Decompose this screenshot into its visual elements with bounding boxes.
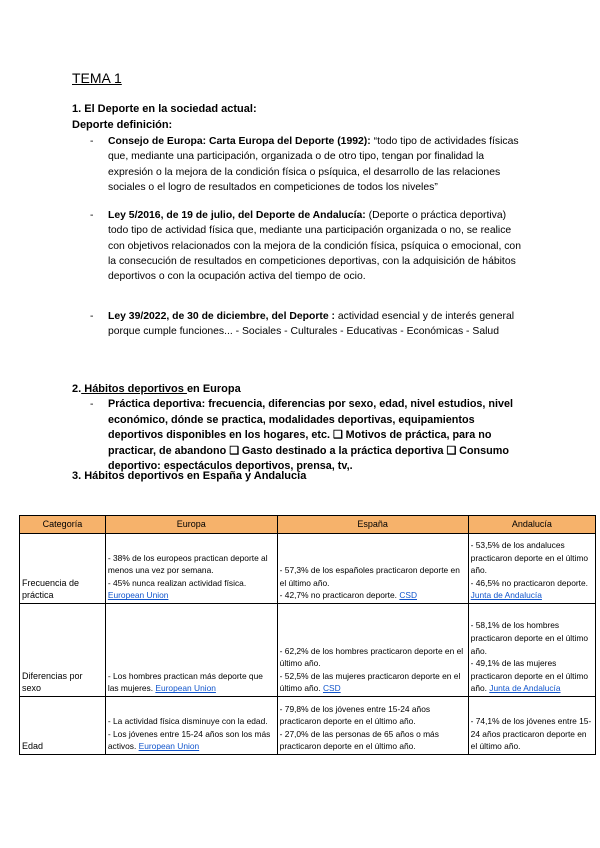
section2-rest: en Europa — [186, 383, 241, 395]
table-header: Europa — [105, 516, 277, 534]
table-cell-espana — [277, 604, 468, 697]
definition-ley-andalucia — [108, 208, 528, 284]
cell-text: - 38% de los europeos practican deporte al menos una vez por semana. - 45% nunca realizan actividad física. — [107, 552, 268, 588]
bullet-dash: - — [90, 210, 94, 221]
section3-heading: 3. Hábitos deportivos en España y Andalucía — [72, 470, 307, 482]
source-link[interactable]: European Union — [155, 683, 216, 694]
page-title: TEMA 1 — [72, 70, 122, 86]
source-link[interactable]: European Union — [107, 590, 169, 601]
definition-source: Ley 5/2016, de 19 de julio, del Deporte de Andalucía: — [108, 210, 366, 221]
definition-ley-deporte — [108, 309, 528, 340]
definition-source: Ley 39/2022, de 30 de diciembre, del Deporte : — [108, 311, 335, 322]
cell-text: - 74,1% de los jóvenes entre 15-24 años practicaron deporte en el último año. — [470, 716, 592, 752]
definition-source: Consejo de Europa: Carta Europa del Deporte (1992): — [108, 136, 371, 147]
table-cell-europa — [105, 697, 277, 755]
definition-text: “todo tipo de actividades físicas que, mediante una participación, organizada o de otro tipo, tengan por finalidad la expresión o la mejora de la condición física o psíquica, el desarrollo de las relaciones sociales o el logro de resultados en competiciones de todos los niveles” — [108, 136, 519, 193]
bullet-dash: - — [90, 136, 94, 147]
cell-text: - 62,2% de los hombres practicaron deporte en el último año. - 52,5% de las mujeres practicaron deporte en el último año. — [279, 645, 464, 694]
section1-heading: 1. El Deporte en la sociedad actual: — [72, 103, 257, 115]
definition-consejo-europa — [108, 134, 528, 195]
table-cell-andalucia — [468, 697, 595, 755]
table-cell-category: Edad — [20, 697, 106, 755]
source-link[interactable]: Junta de Andalucía — [489, 683, 561, 694]
section2-heading — [72, 383, 241, 395]
table-header: Andalucía — [468, 516, 595, 534]
cell-text: - 58,1% de los hombres practicaron deporte en el último año. - 49,1% de las mujeres practicaron deporte en el último año. — [470, 620, 588, 694]
table-cell-europa — [105, 604, 277, 697]
section2-link[interactable]: Hábitos deportivos — [81, 383, 187, 395]
cell-text: - 79,8% de los jóvenes entre 15-24 años practicaron deporte en el último año. - 27,0% de las personas de 65 años o más practicaron deporte en el último año. — [279, 703, 439, 752]
table-header: Categoría — [20, 516, 106, 534]
table-header: España — [277, 516, 468, 534]
cell-text: - 53,5% de los andaluces practicaron deporte en el último año. - 46,5% no practicaron deporte. — [470, 540, 588, 588]
table-cell-andalucia — [468, 604, 595, 697]
source-link[interactable]: CSD — [399, 590, 418, 601]
section1-subheading: Deporte definición: — [72, 119, 173, 131]
table-cell-espana — [277, 534, 468, 604]
bullet-dash: - — [90, 399, 94, 410]
table-cell-europa — [105, 534, 277, 604]
cell-text: - Los hombres practican más deporte que las mujeres. — [107, 670, 263, 694]
cell-text: - La actividad física disminuye con la edad. - Los jóvenes entre 15-24 años son los más activos. — [107, 716, 271, 752]
table-header-row — [20, 516, 596, 534]
table-row — [20, 697, 596, 755]
source-link[interactable]: Junta de Andalucía — [470, 590, 542, 601]
table-cell-espana — [277, 697, 468, 755]
section2-item: Práctica deportiva: frecuencia, diferencias por sexo, edad, nivel estudios, nivel económico, dónde se practica, modalidades deportivas, equipamientos deportivos disponibles en los hogares, etc. ❑ Motivos de práctica, para no practicar, de abandono ❑ Gasto destinado a la práctica deportiva ❑ Consumo deportivo: espectáculos deportivos, prensa, tv,. — [108, 398, 514, 472]
cell-text: - 57,3% de los españoles practicaron deporte en el último año. - 42,7% no practicaron deporte. — [279, 565, 460, 601]
bullet-dash: - — [90, 311, 94, 322]
table-cell-category: Diferencias por sexo — [20, 604, 106, 697]
table-cell-category: Frecuencia de práctica — [20, 534, 106, 604]
habits-table — [19, 515, 596, 755]
definition-text: actividad esencial y de interés general porque cumple funciones... - Sociales - Culturales - Educativas - Económicas - Salud — [108, 311, 515, 338]
section2-number: 2. — [72, 383, 82, 395]
table-row — [20, 534, 596, 604]
table-row — [20, 604, 596, 697]
source-link[interactable]: CSD — [322, 683, 341, 694]
definition-text: (Deporte o práctica deportiva) todo tipo de actividad física que, mediante una participación organizada o no, se realice con objetivos relacionados con la mejora de la condición física, psíquica o emocional, con la consecución de resultados en competiciones deportivas, con la adquisición de hábitos deportivos o con la ocupación activa del tiempo de ocio. — [108, 210, 521, 283]
table-cell-andalucia — [468, 534, 595, 604]
source-link[interactable]: European Union — [138, 741, 200, 752]
